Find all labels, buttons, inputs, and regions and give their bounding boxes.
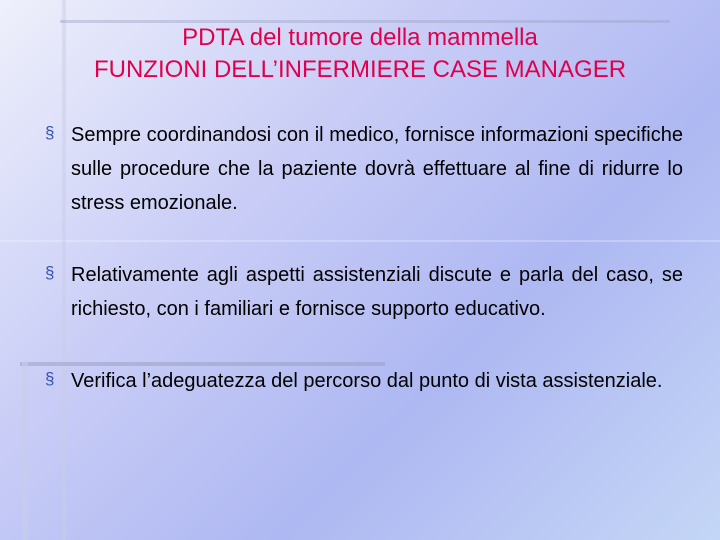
title-line-2: FUNZIONI DELL’INFERMIERE CASE MANAGER [93,56,627,83]
bullet-marker-icon: § [45,369,55,388]
bullet-marker-icon: § [45,263,55,282]
bullet-text: Relativamente agli aspetti assistenziali discute e parla del caso, se richiesto, con i familiari e fornisce supporto educativo. [71,264,683,320]
bullet-text: Verifica l’adeguatezza del percorso dal punto di vista assistenziale. [71,370,663,392]
bullet-item-3 [45,364,683,398]
title-line-1: PDTA del tumore della mammella [182,24,538,51]
bullet-list [45,118,683,436]
bullet-item-2 [45,258,683,326]
bullet-marker-icon: § [45,123,55,142]
bullet-item-1 [45,118,683,220]
slide-title [0,22,720,86]
background-stripe [22,362,28,540]
bullet-text: Sempre coordinandosi con il medico, fornisce informazioni specifiche sulle procedure che la paziente dovrà effettuare al fine di ridurre lo stress emozionale. [71,124,683,214]
